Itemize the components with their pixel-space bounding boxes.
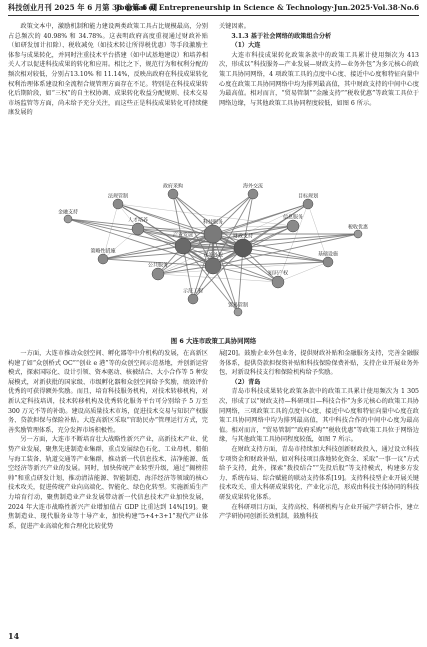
paragraph: 在财政支持方面，青岛市持续加大科技创新财政投入，通过设立科技专项资金和财政补贴，如对科技项目落地转化资金、采取“一事一议”方式给予支持，此外，探索“拨投结合”“先投后股”等支持模式，构建多方发力、系统布局、综合赋能的联动支持体系[19]。支持科技型企业开展关键技术攻关、重大科研成果转化、产业化示范，形成由科技主体协同的科技研发成果转化体系。 — [219, 445, 419, 501]
network-node-label: 税收优惠 — [347, 224, 369, 231]
network-node-label: 目标规划 — [297, 193, 319, 200]
paragraph: 在科研项目方面，支持高校、科研机构与企业开展产学研合作，建立产学研协同创新长效机制，鼓励科技 — [219, 503, 419, 521]
network-node-label: 信息服务 — [282, 214, 304, 221]
paragraph: 青岛市科技成果转化政策条款中的政策工具累计使用频次为 1 305 次，形成了以“财政支持—科研项目—科技合作”为多元核心的政策工具协同网络，三项政策工具的点度中心度、接近中心度和特征向量中心度在政策工具协同网络中均为排列最高值，其中科技合作的中间中心度为最高值。相对而言，“贸易管制”“政府采购”“税收优惠”等政策工具位于网络边缘，与其他政策工具协同程度较低，如图 7 所示。 — [219, 388, 419, 444]
subsection-heading: （1）大连 — [231, 42, 261, 50]
network-node — [204, 225, 222, 243]
network-node — [175, 238, 191, 254]
paragraph-continuation: 关键因素。 — [219, 23, 250, 30]
network-node — [168, 189, 178, 199]
network-node-label: 海外交流 — [242, 183, 264, 190]
network-node-label: 政府采购 — [162, 183, 184, 190]
network-node-label: 金融支持 — [57, 209, 79, 216]
paragraph: 另一方面，大连市不断培育壮大战略性新兴产业，高新技术产业、优势产业发展，聚焦先进制造业集群，重点发展绿色石化、工业母机、船舶与海工装备、轨道交通等产业集群，推动新一代信息技术、洁净能源、低空经济等新兴产业的发展。同时，加快传统产业转型升级，通过“揭榜挂帅”和重点研发计划，推动清洁能源、智能制造、海洋经济等领域的核心技术攻关，促进传统产业向高端化、智能化、绿色化转型。实施新质生产力培育行动，聚焦制造业产业发展带动新一代信息技术产业加快发展，2024 年大连市战略性新兴产业增加值占 GDP 比重达到 14%[19]。聚焦制造业、现代服务业等十导产业，加快构建“5+4+3+1”现代产业体系，促进产业高端化和合理化比较优势 — [8, 436, 208, 530]
top-right-column — [219, 22, 419, 172]
running-header-left: 科技创业月刊 2025 年 6 月第 38 卷第 6 期 — [8, 3, 158, 12]
network-node — [188, 294, 198, 304]
network-edge — [68, 219, 183, 246]
network-node-label: 示范工程 — [182, 288, 204, 295]
network-node-label: 财政支持 — [232, 233, 254, 240]
network-node-label: 贸易管制 — [227, 302, 249, 309]
bottom-left-column — [8, 349, 208, 627]
network-node — [303, 199, 313, 209]
network-node-label: 人才培养 — [127, 217, 149, 224]
running-header-right: Journal of Entrepreneurship in Science & Technology·Jun.2025·Vol.38·No.6 — [116, 3, 419, 12]
network-edge — [103, 226, 293, 259]
header-rule — [8, 15, 419, 16]
paragraph-continuation: 展[20]。鼓励企业外包业务，提供财政补贴和金融服务支持，完善金融服务体系，提供贷款担保资补贴和科技保险保费补贴，支持企业开展业务外包，对新设科技支行和保险机构给予奖励。 — [219, 350, 419, 377]
network-node — [64, 215, 72, 223]
network-node-label: 公共服务 — [147, 262, 169, 269]
network-node — [323, 257, 333, 267]
page-number: 14 — [8, 631, 20, 641]
network-node — [272, 276, 284, 288]
figure-caption: 图 6 大连市政策工具协同网络 — [170, 337, 257, 345]
network-node — [234, 239, 252, 257]
subsection-heading: （2）青岛 — [231, 378, 261, 386]
network-node-label: 业务外包 — [202, 252, 224, 259]
network-node — [287, 220, 299, 232]
network-node — [234, 308, 242, 316]
network-node — [113, 199, 123, 209]
network-node — [248, 189, 258, 199]
network-node-label: 法规管制 — [107, 193, 129, 200]
network-node-label: 产业发展 — [172, 232, 194, 239]
network-node-label: 策略性措施 — [90, 248, 116, 255]
network-node-label: 基础设施 — [317, 251, 339, 258]
network-node-label: 科技服务 — [202, 219, 224, 226]
top-left-column — [8, 22, 208, 172]
paragraph: 政策文本中，激励机制和能力建设两类政策工具占比规模最高，分别占总频次的 40.98% 和 34.78%。这表明政府高度重视通过财政补贴（如研发加计扣除）、税收减免（如技术转让所得税优惠）等手段激励主体参与成果转化，并同时注重技术平台搭建（如中试基地建设）和培养相关人才以促进科技成果的转化和应用。相比之下，规范行为和权利分配的频次相对较低，分别占13.10% 和 11.14%，反映出政府在科技成果转化权利治理体系建设和全流程合规管理方面存在不足。特别是在科技成果转化后期阶段，如“三权”的自主权协调、成果转化收益分配规则、技术交易市场监管等方面，尚未给予充分关注，而这些正是科技成果转化可持续健康发展的 — [8, 23, 208, 117]
paragraph: 大连市科技成果转化政策条款中的政策工具累计使用频次为 413 次，形成以“科技服务—产业发展—财政支持—业务外包”为多元核心的政策工具协同网络，4 项政策工具的点度中心度、接近中心度和特征向量中心度在政策工具协同网络中均为排列最高值，其中财政支持的中间中心度为最高值。相对而言，“贸易管制”“金融支持”“税收优惠”等政策工具位于网络边缘，与其他政策工具协同程度较低，如图 6 所示。 — [219, 51, 419, 107]
network-node — [152, 268, 164, 280]
network-node — [132, 223, 144, 235]
paragraph: 一方面，大连市推动众创空间、孵化器等中介机构的发展，在高新区构建了如“众创桥式 OC”“创业 e 港”等的众创空间示范基地，并创新运营模式，探索国际化、设计引领、资本驱动、核被结合、大小合作等 5 种发展模式，对新获批的国家级、市级孵化器和众创空间给予奖励，绩效评价优秀的可获得额外奖励。而且，培育科技服务机构，对技术转移机构，对新认定科技培训，技术转移机构及优秀转化服务平台可分别给予 5 万至 300 万元不等的补助。建设高质量技术市场，促进技术交易与知识产权服务、贷款担保与保险补贴。大连高新区采取“官助民办”管理运行方式，完善奖励管理体系，充分发挥市场积极性。 — [8, 350, 208, 434]
section-heading: 3.1.3 基于社会网络的政策组合分析 — [231, 32, 332, 40]
network-node — [354, 230, 362, 238]
bottom-right-column — [219, 349, 419, 627]
policy-tool-network-graph — [8, 174, 419, 326]
network-node-label: 知识产权 — [267, 270, 289, 277]
network-figure — [8, 174, 419, 326]
network-node — [205, 258, 221, 274]
network-node — [98, 254, 108, 264]
